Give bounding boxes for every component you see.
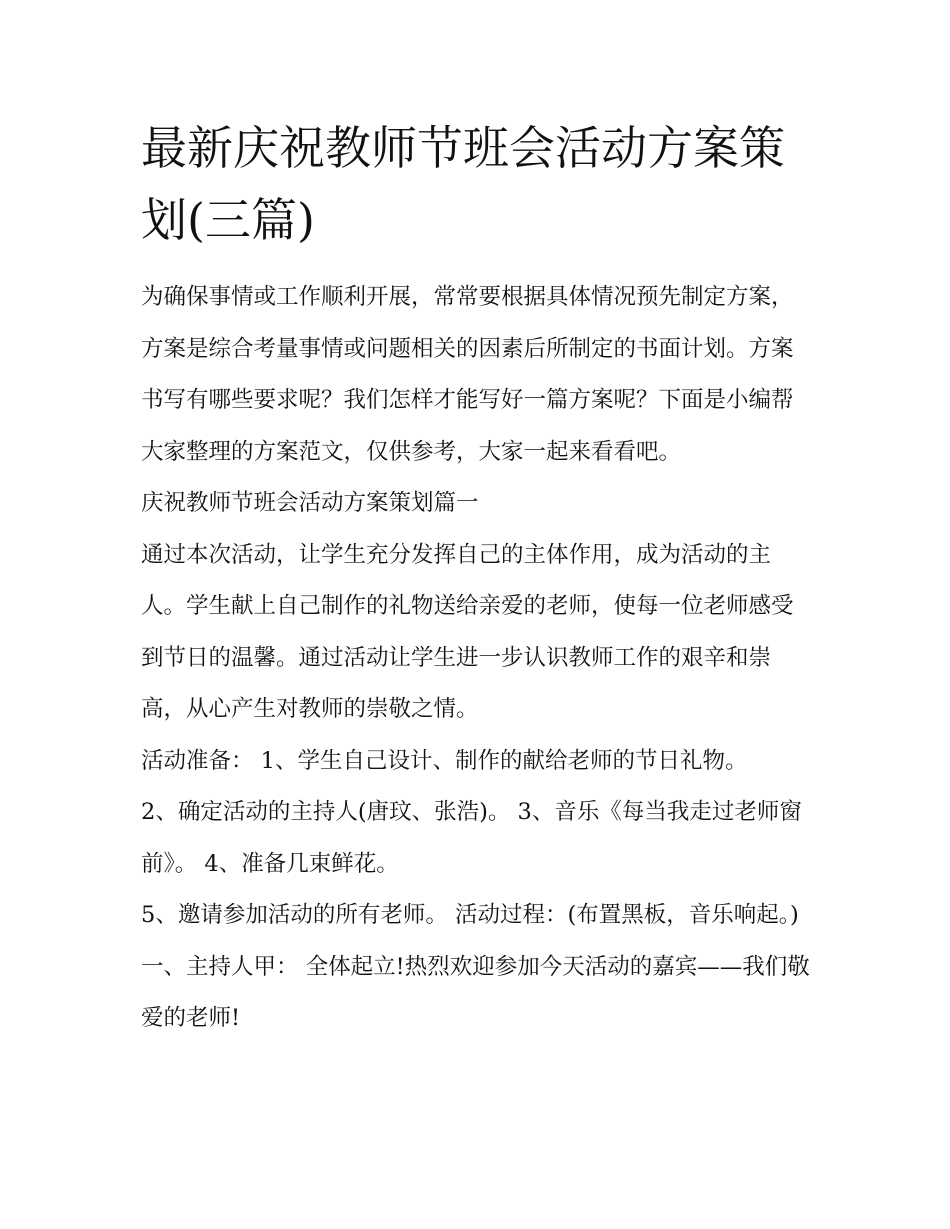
body-paragraph: 5、邀请参加活动的所有老师。 活动过程：(布置黑板，音乐响起。) 一、主持人甲： 全体起立!热烈欢迎参加今天活动的嘉宾——我们敬爱的老师! [141,902,810,1031]
body-paragraph: 通过本次活动，让学生充分发挥自己的主体作用，成为活动的主人。学生献上自己制作的礼物送给亲爱的老师，使每一位老师感受到节日的温馨。通过活动让学生进一步认识教师工作的艰辛和崇高，从心产生对教师的崇敬之情。 [141,541,794,722]
body-paragraph: 活动准备： 1、学生自己设计、制作的献给老师的节日礼物。 [141,747,748,774]
intro-paragraph: 为确保事情或工作顺利开展，常常要根据具体情况预先制定方案，方案是综合考量事情或问题相关的因素后所制定的书面计划。方案书写有哪些要求呢？我们怎样才能写好一篇方案呢？下面是小编帮大家整理的方案范文，仅供参考，大家一起来看看吧。 [141,284,794,465]
document-title: 最新庆祝教师节班会活动方案策划(三篇) [141,121,785,247]
document-content [141,112,813,1045]
section-heading: 庆祝教师节班会活动方案策划篇一 [141,490,479,516]
body-paragraph: 2、确定活动的主持人(唐玟、张浩)。 3、音乐《每当我走过老师窗前》。 4、准备几束鲜花。 [141,799,802,877]
document-body [141,272,813,1045]
